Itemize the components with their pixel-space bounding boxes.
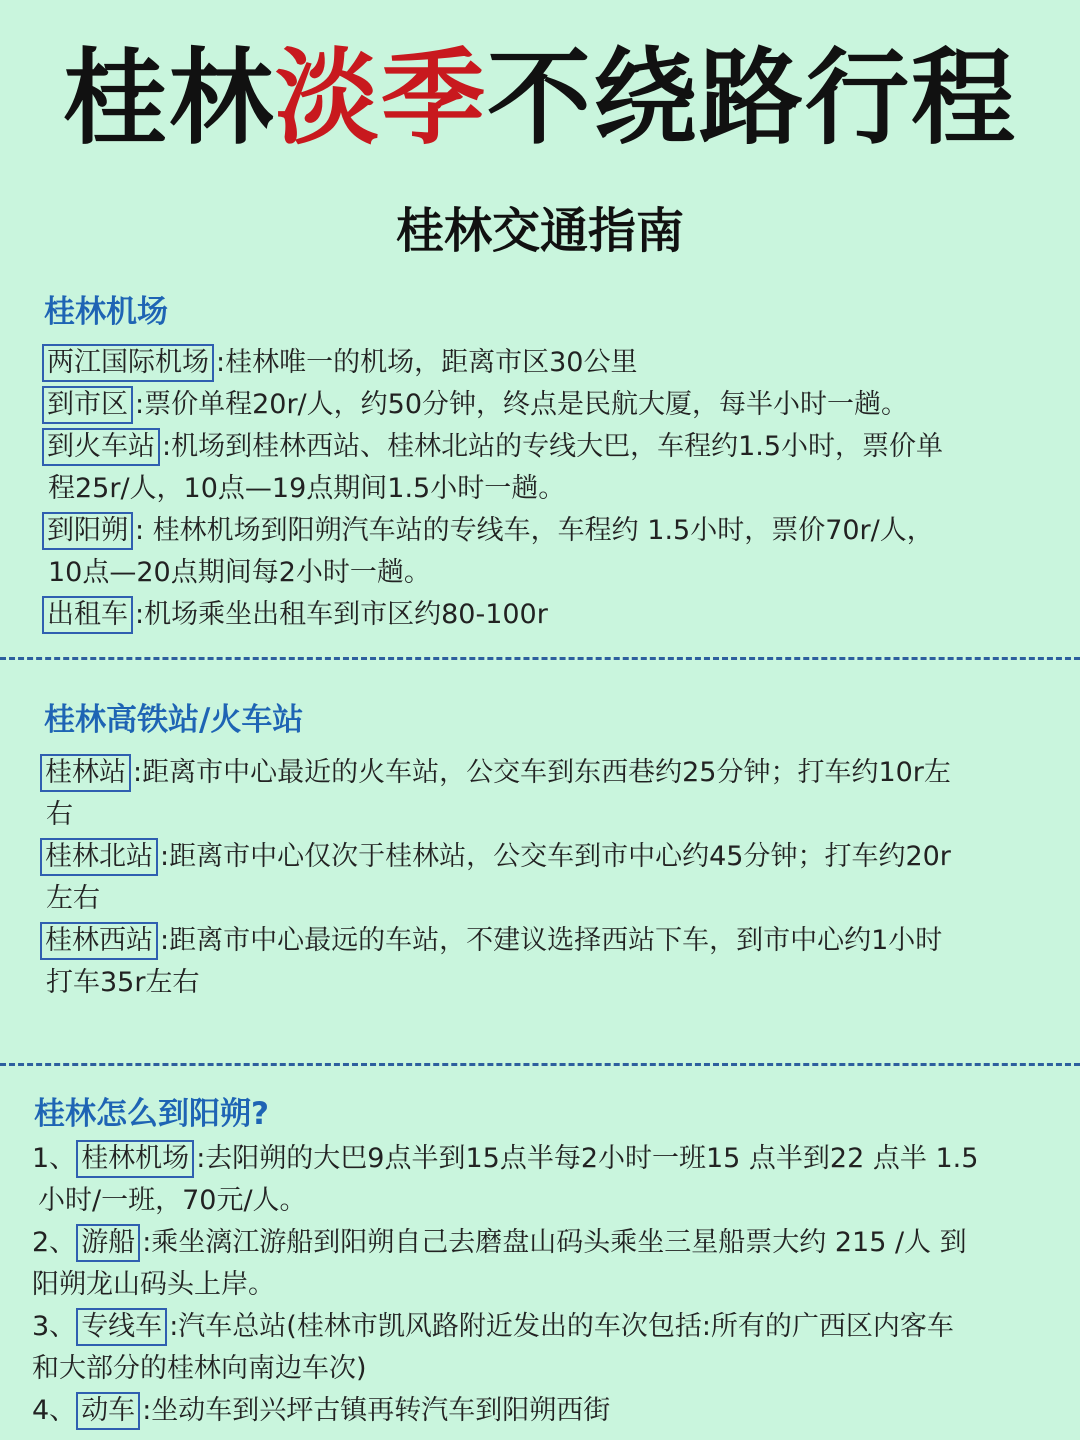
item-label-box: 桂林北站 — [40, 838, 158, 876]
title-highlight: 淡季 — [274, 37, 487, 159]
item-continuation: 程25r/人，10点—19点期间1.5小时一趟。 — [48, 473, 566, 504]
list-item — [32, 1222, 978, 1264]
item-continuation: 阳朔龙山码头上岸。 — [32, 1269, 275, 1300]
item-label-box: 动车 — [76, 1392, 140, 1430]
item-text: :乘坐漓江游船到阳朔自己去磨盘山码头乘坐三星船票大约 215 /人 到 — [142, 1227, 967, 1258]
list-item — [40, 752, 951, 794]
list-item — [40, 920, 951, 962]
title-part-3: 不绕路行程 — [487, 37, 1018, 159]
item-label-box: 游船 — [76, 1224, 140, 1262]
item-label-box: 到阳朔 — [42, 512, 133, 550]
train-list — [40, 752, 951, 1004]
item-continuation: 右 — [46, 799, 73, 830]
list-item — [42, 510, 943, 552]
list-item — [32, 1138, 978, 1180]
item-text: : 桂林机场到阳朔汽车站的专线车，车程约 1.5小时，票价70r/人， — [135, 515, 934, 546]
item-number: 3、 — [32, 1311, 77, 1342]
yangshuo-list — [32, 1138, 978, 1432]
item-label-box: 桂林西站 — [40, 922, 158, 960]
section-heading-train: 桂林高铁站/火车站 — [44, 702, 304, 738]
list-item — [42, 594, 943, 636]
subtitle: 桂林交通指南 — [395, 203, 684, 259]
item-continuation: 小时/一班，70元/人。 — [38, 1185, 307, 1216]
item-text: :票价单程20r/人，约50分钟，终点是民航大厦，每半小时一趟。 — [135, 389, 909, 420]
item-text: :去阳朔的大巴9点半到15点半每2小时一班15 点半到22 点半 1.5 — [196, 1143, 979, 1174]
item-text: :距离市中心最近的火车站，公交车到东西巷约25分钟；打车约10r左 — [133, 757, 951, 788]
item-text: :汽车总站(桂林市凯风路附近发出的车次包括:所有的广西区内客车 — [169, 1311, 954, 1342]
item-text: :距离市中心仅次于桂林站，公交车到市中心约45分钟；打车约20r — [160, 841, 951, 872]
list-item — [32, 1306, 978, 1348]
item-text: :机场到桂林西站、桂林北站的专线大巴，车程约1.5小时，票价单 — [162, 431, 944, 462]
item-continuation: 左右 — [46, 883, 100, 914]
item-label-box: 出租车 — [42, 596, 133, 634]
title-part-1: 桂林 — [62, 37, 275, 159]
list-item — [32, 1390, 978, 1432]
section-heading-yangshuo: 桂林怎么到阳朔? — [34, 1096, 269, 1132]
item-text: :距离市中心最远的车站，不建议选择西站下车，到市中心约1小时 — [160, 925, 943, 956]
page-title — [0, 38, 1080, 158]
section-divider — [0, 1063, 1080, 1066]
list-item — [42, 342, 943, 384]
item-text: :坐动车到兴坪古镇再转汽车到阳朔西街 — [142, 1395, 611, 1426]
list-item — [42, 384, 943, 426]
item-label-box: 到火车站 — [42, 428, 160, 466]
item-continuation: 打车35r左右 — [46, 967, 200, 998]
item-label-box: 专线车 — [76, 1308, 167, 1346]
section-heading-airport: 桂林机场 — [44, 294, 168, 330]
airport-list — [42, 342, 943, 636]
item-text: :机场乘坐出租车到市区约80-100r — [135, 599, 548, 630]
item-number: 1、 — [32, 1143, 77, 1174]
item-number: 4、 — [32, 1395, 77, 1426]
item-continuation: 和大部分的桂林向南边车次) — [32, 1353, 367, 1384]
item-label-box: 桂林机场 — [76, 1140, 194, 1178]
item-label-box: 桂林站 — [40, 754, 131, 792]
item-continuation: 10点—20点期间每2小时一趟。 — [48, 557, 431, 588]
item-label-box: 到市区 — [42, 386, 133, 424]
section-divider — [0, 657, 1080, 660]
item-label-box: 两江国际机场 — [42, 344, 214, 382]
item-number: 2、 — [32, 1227, 77, 1258]
list-item — [42, 426, 943, 468]
list-item — [40, 836, 951, 878]
item-text: :桂林唯一的机场，距离市区30公里 — [216, 347, 638, 378]
